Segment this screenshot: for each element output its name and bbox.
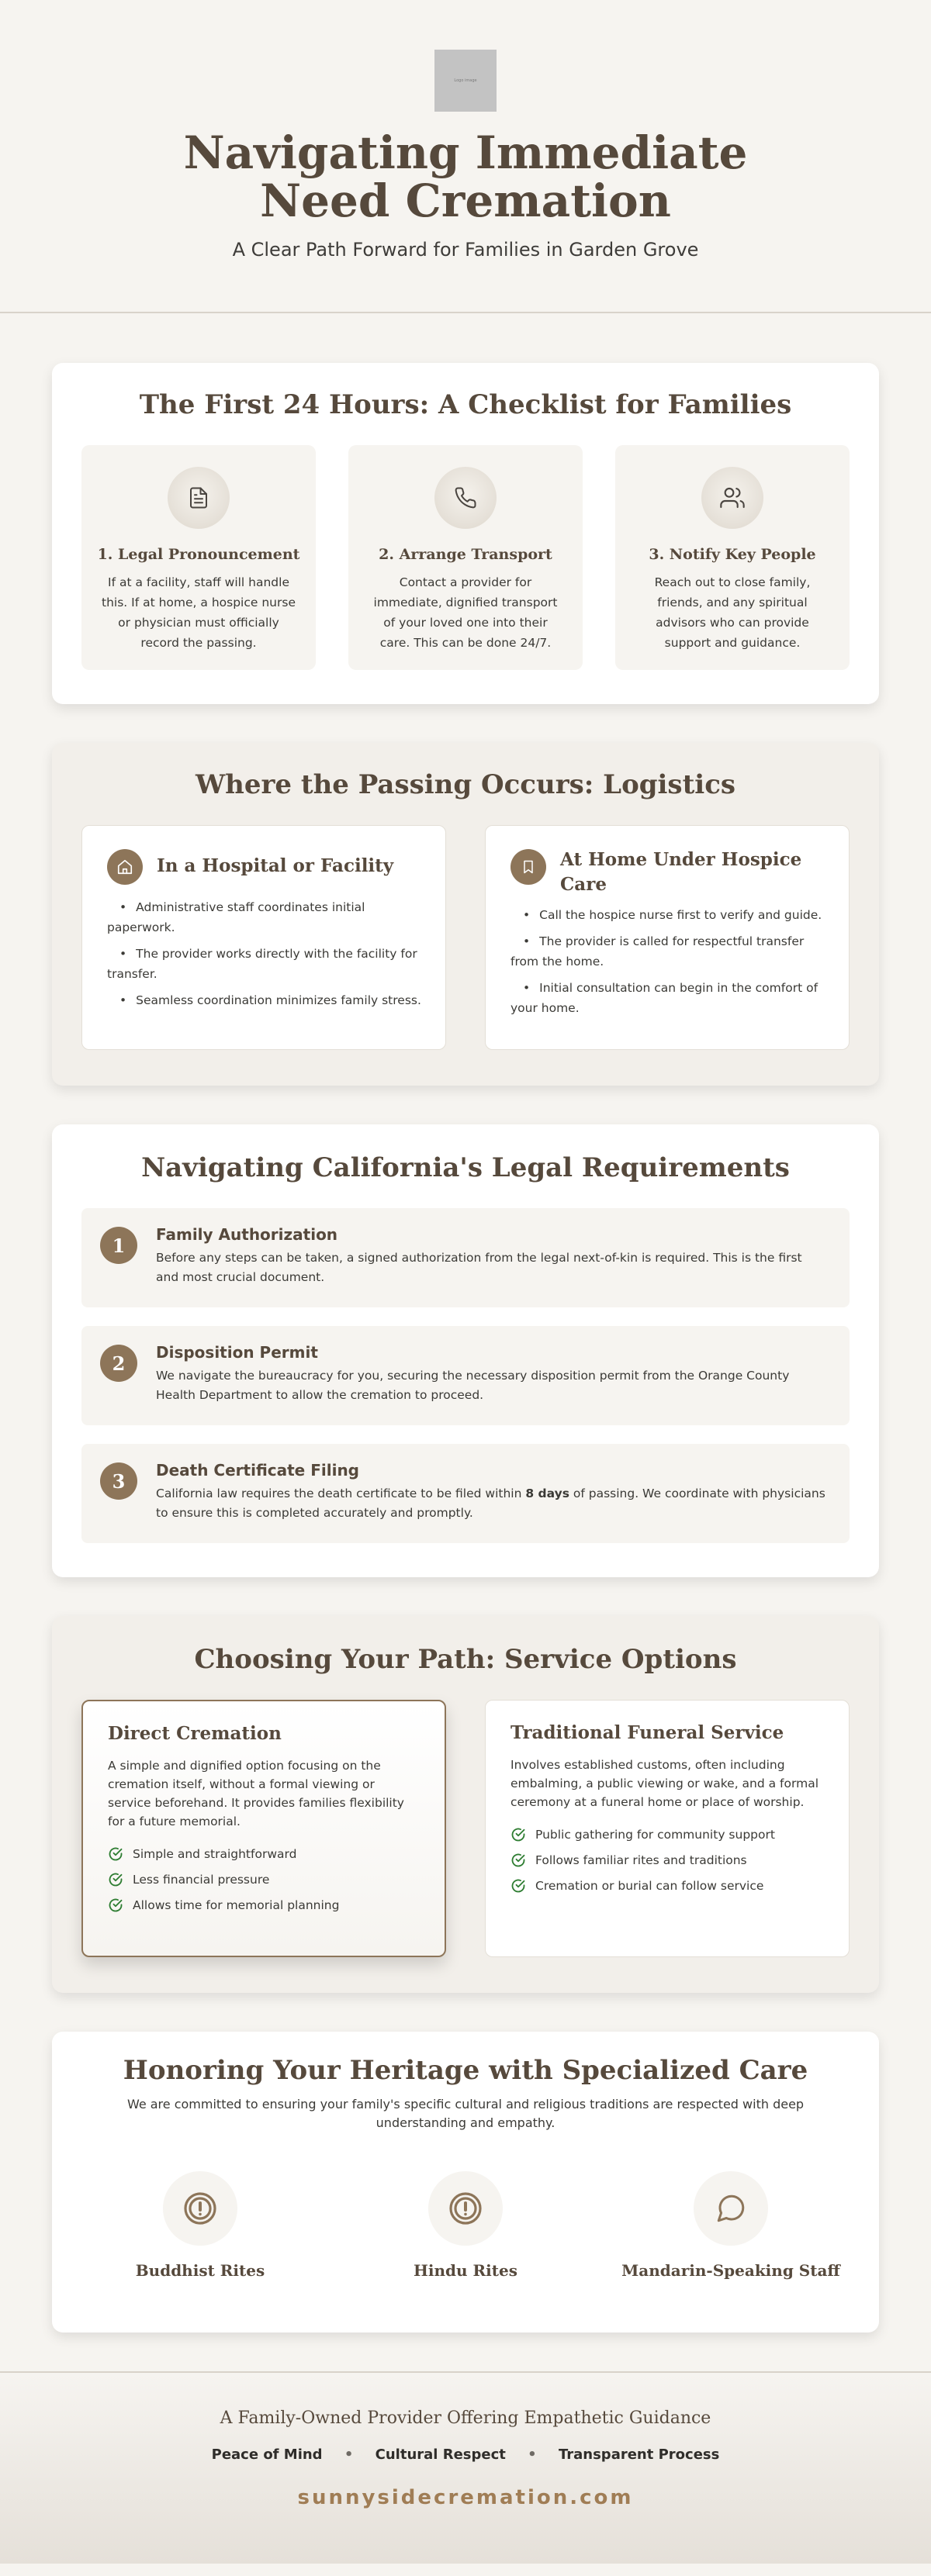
- legal-section: [52, 1124, 879, 1577]
- check-circle-icon: [510, 1878, 526, 1894]
- footer-value: Transparent Process: [558, 2447, 720, 2463]
- checklist-cards: [81, 445, 850, 670]
- heritage-items: [52, 2171, 879, 2280]
- page-title: Navigating Immediate Need Cremation: [183, 126, 748, 227]
- list-item: [510, 1853, 825, 1868]
- requirement-text-start: California law requires the death certificate to be filed within: [156, 1487, 526, 1500]
- footer-values: [0, 2447, 931, 2463]
- benefit-text: Allows time for memorial planning: [133, 1898, 340, 1912]
- benefit-text: Simple and straightforward: [133, 1847, 297, 1861]
- check-circle-icon: [108, 1846, 123, 1862]
- checklist-section: [52, 363, 879, 704]
- logistics-title: Where the Passing Occurs: Logistics: [195, 769, 736, 800]
- requirement-text: Before any steps can be taken, a signed authorization from the legal next-of-kin is required. This is the first and most crucial document.: [156, 1251, 802, 1284]
- list-item: • Call the hospice nurse first to verify and guide.: [510, 905, 825, 925]
- heritage-subtitle: We are committed to ensuring your family's specific cultural and religious traditions are respected with deep understanding and empathy.: [126, 2097, 805, 2130]
- logo: [434, 50, 497, 112]
- heritage-label: Hindu Rites: [414, 2261, 517, 2280]
- list-item: [108, 1872, 421, 1887]
- requirement-item: [81, 1326, 850, 1425]
- option-description: Involves established customs, often including embalming, a public viewing or wake, and a formal ceremony at a funeral home or place of worship.: [510, 1758, 819, 1809]
- logistics-card-hospital: [81, 825, 446, 1050]
- list-item: • Initial consultation can begin in the comfort of your home.: [510, 978, 825, 1018]
- logo-text: Logo image: [454, 78, 477, 83]
- checklist-card-notify: [615, 445, 850, 670]
- checklist-card-text: Reach out to close family, friends, and any spiritual advisors who can provide support and guidance.: [654, 575, 811, 650]
- bookmark-icon: [510, 849, 546, 885]
- logistics-bullet-list: [510, 905, 825, 1018]
- logistics-bullet-list: [107, 897, 422, 1010]
- checklist-card-title: 2. Arrange Transport: [379, 546, 552, 563]
- requirement-title: Family Authorization: [156, 1225, 338, 1244]
- heritage-title: Honoring Your Heritage with Specialized Care: [123, 2055, 808, 2086]
- option-card-traditional-funeral: [485, 1700, 850, 1957]
- checklist-card-text: Contact a provider for immediate, dignified transport of your loved one into their care. This can be done 24/7.: [373, 575, 558, 650]
- checklist-card-text: If at a facility, staff will handle this. If at home, a hospice nurse or physician must officially record the passing.: [102, 575, 296, 650]
- logistics-section: [52, 743, 879, 1086]
- list-item: [108, 1846, 421, 1862]
- footer-tagline: A Family-Owned Provider Offering Empathetic Guidance: [220, 2409, 711, 2428]
- info-badge-icon: [428, 2171, 503, 2246]
- checklist-card-legal: [81, 445, 316, 670]
- check-circle-icon: [510, 1853, 526, 1868]
- option-benefits: [510, 1827, 825, 1894]
- page-subtitle: A Clear Path Forward for Families in Garden Grove: [232, 239, 699, 261]
- benefit-text: Public gathering for community support: [535, 1828, 775, 1842]
- page-footer: [0, 2371, 931, 2564]
- list-item: [510, 1827, 825, 1842]
- service-options-section: [52, 1616, 879, 1993]
- requirement-text: We navigate the bureaucracy for you, securing the necessary disposition permit from the Orange County Health Department to allow the cremation to proceed.: [156, 1369, 790, 1402]
- heritage-section: [52, 2032, 879, 2333]
- list-item: • Administrative staff coordinates initial paperwork.: [107, 897, 422, 938]
- heritage-label: Buddhist Rites: [135, 2261, 265, 2280]
- logistics-cards: [81, 825, 850, 1050]
- separator-dot: •: [344, 2447, 354, 2463]
- heritage-item-buddhist: [84, 2171, 317, 2280]
- separator-dot: •: [528, 2447, 537, 2463]
- option-card-direct-cremation: [81, 1700, 446, 1957]
- requirement-item: [81, 1208, 850, 1307]
- legal-requirements: [81, 1208, 850, 1543]
- page-header: [0, 0, 931, 313]
- check-circle-icon: [108, 1897, 123, 1913]
- requirement-title: Disposition Permit: [156, 1343, 318, 1362]
- requirement-text-end: of passing. We coordinate with physicians to ensure this is completed accurately and promptly.: [156, 1487, 825, 1520]
- logistics-card-title: At Home Under Hospice Care: [560, 849, 802, 895]
- footer-value: Peace of Mind: [211, 2447, 323, 2463]
- footer-value: Cultural Respect: [375, 2447, 506, 2463]
- chat-bubble-icon: [694, 2171, 768, 2246]
- list-item: [510, 1878, 825, 1894]
- benefit-text: Less financial pressure: [133, 1873, 270, 1887]
- step-number: 1: [100, 1227, 137, 1264]
- step-number: 3: [100, 1462, 137, 1500]
- requirement-title: Death Certificate Filing: [156, 1461, 359, 1480]
- list-item: • The provider is called for respectful transfer from the home.: [510, 931, 825, 972]
- legal-title: Navigating California's Legal Requirements: [141, 1152, 790, 1183]
- website-link[interactable]: sunnysidecremation.com: [297, 2486, 634, 2509]
- home-icon: [107, 849, 143, 885]
- checklist-card-title: 1. Legal Pronouncement: [97, 546, 300, 563]
- people-icon: [701, 467, 763, 529]
- logistics-card-home: [485, 825, 850, 1050]
- checklist-card-title: 3. Notify Key People: [649, 546, 816, 563]
- list-item: • The provider works directly with the facility for transfer.: [107, 944, 422, 984]
- phone-icon: [434, 467, 497, 529]
- heritage-item-mandarin: [614, 2171, 847, 2280]
- requirement-text: [156, 1484, 826, 1523]
- checklist-title: The First 24 Hours: A Checklist for Families: [139, 389, 792, 420]
- requirement-item: [81, 1444, 850, 1543]
- option-benefits: [108, 1846, 421, 1913]
- list-item: [108, 1897, 421, 1913]
- document-icon: [168, 467, 230, 529]
- benefit-text: Follows familiar rites and traditions: [535, 1853, 747, 1867]
- info-badge-icon: [163, 2171, 237, 2246]
- requirement-deadline: 8 days: [525, 1487, 569, 1500]
- benefit-text: Cremation or burial can follow service: [535, 1879, 764, 1893]
- check-circle-icon: [108, 1872, 123, 1887]
- step-number: 2: [100, 1345, 137, 1382]
- heritage-item-hindu: [349, 2171, 582, 2280]
- option-title: Traditional Funeral Service: [510, 1722, 784, 1743]
- service-options-title: Choosing Your Path: Service Options: [194, 1644, 737, 1675]
- check-circle-icon: [510, 1827, 526, 1842]
- heritage-label: Mandarin-Speaking Staff: [621, 2261, 840, 2280]
- option-title: Direct Cremation: [108, 1723, 282, 1744]
- logistics-card-title: In a Hospital or Facility: [157, 855, 394, 876]
- list-item: • Seamless coordination minimizes family stress.: [107, 990, 422, 1010]
- main-content: [0, 313, 931, 2333]
- service-option-cards: [81, 1700, 850, 1957]
- checklist-card-transport: [348, 445, 583, 670]
- option-description: A simple and dignified option focusing on the cremation itself, without a formal viewing or service beforehand. It provides families flexibility for a future memorial.: [108, 1759, 404, 1828]
